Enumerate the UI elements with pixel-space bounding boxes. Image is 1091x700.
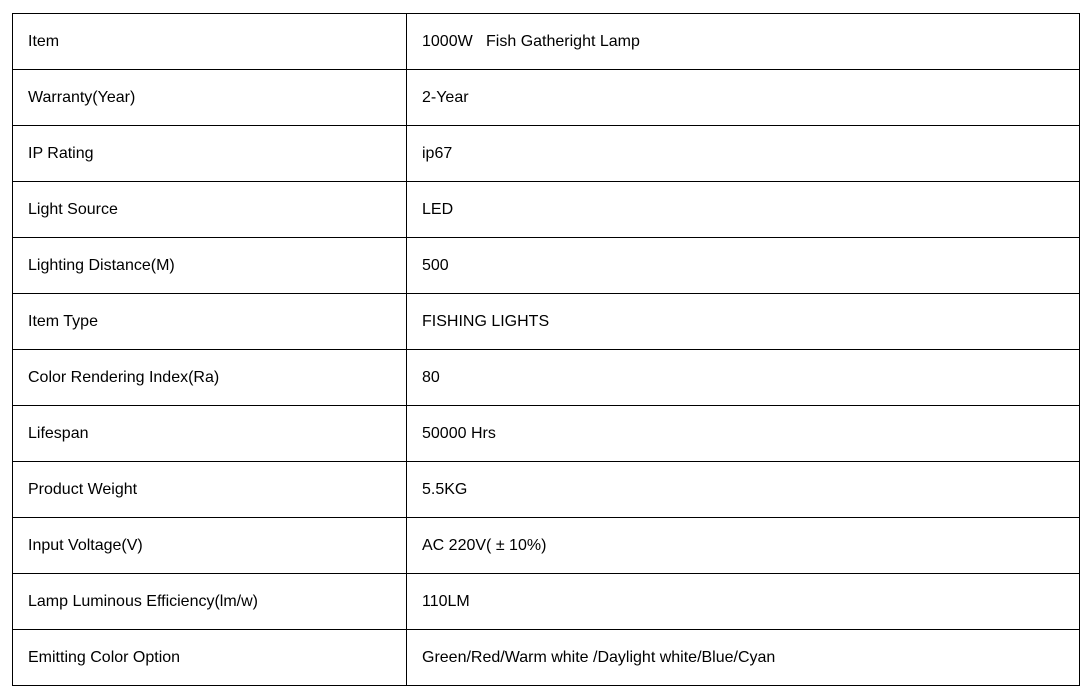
spec-value: AC 220V( ± 10%) bbox=[407, 518, 1080, 574]
spec-value: 80 bbox=[407, 350, 1080, 406]
spec-value: 50000 Hrs bbox=[407, 406, 1080, 462]
spec-label: Product Weight bbox=[13, 462, 407, 518]
spec-label: Color Rendering Index(Ra) bbox=[13, 350, 407, 406]
spec-value: FISHING LIGHTS bbox=[407, 294, 1080, 350]
spec-value: 500 bbox=[407, 238, 1080, 294]
spec-value: 2-Year bbox=[407, 70, 1080, 126]
spec-label: Input Voltage(V) bbox=[13, 518, 407, 574]
table-row bbox=[13, 14, 1080, 70]
table-row bbox=[13, 462, 1080, 518]
table-row bbox=[13, 126, 1080, 182]
spec-label: Item Type bbox=[13, 294, 407, 350]
spec-label: Lamp Luminous Efficiency(lm/w) bbox=[13, 574, 407, 630]
spec-label: Warranty(Year) bbox=[13, 70, 407, 126]
spec-value: LED bbox=[407, 182, 1080, 238]
table-row bbox=[13, 630, 1080, 686]
table-row bbox=[13, 518, 1080, 574]
spec-label: IP Rating bbox=[13, 126, 407, 182]
spec-label: Light Source bbox=[13, 182, 407, 238]
spec-label: Lifespan bbox=[13, 406, 407, 462]
spec-label: Emitting Color Option bbox=[13, 630, 407, 686]
table-row bbox=[13, 70, 1080, 126]
table-row bbox=[13, 574, 1080, 630]
spec-label: Item bbox=[13, 14, 407, 70]
spec-table bbox=[12, 13, 1080, 686]
table-row bbox=[13, 350, 1080, 406]
spec-label: Lighting Distance(M) bbox=[13, 238, 407, 294]
spec-value: 1000W Fish Gatheright Lamp bbox=[407, 14, 1080, 70]
spec-value: 110LM bbox=[407, 574, 1080, 630]
spec-value: Green/Red/Warm white /Daylight white/Blue/Cyan bbox=[407, 630, 1080, 686]
table-row bbox=[13, 294, 1080, 350]
spec-value: ip67 bbox=[407, 126, 1080, 182]
table-row bbox=[13, 182, 1080, 238]
table-row bbox=[13, 238, 1080, 294]
table-row bbox=[13, 406, 1080, 462]
spec-value: 5.5KG bbox=[407, 462, 1080, 518]
